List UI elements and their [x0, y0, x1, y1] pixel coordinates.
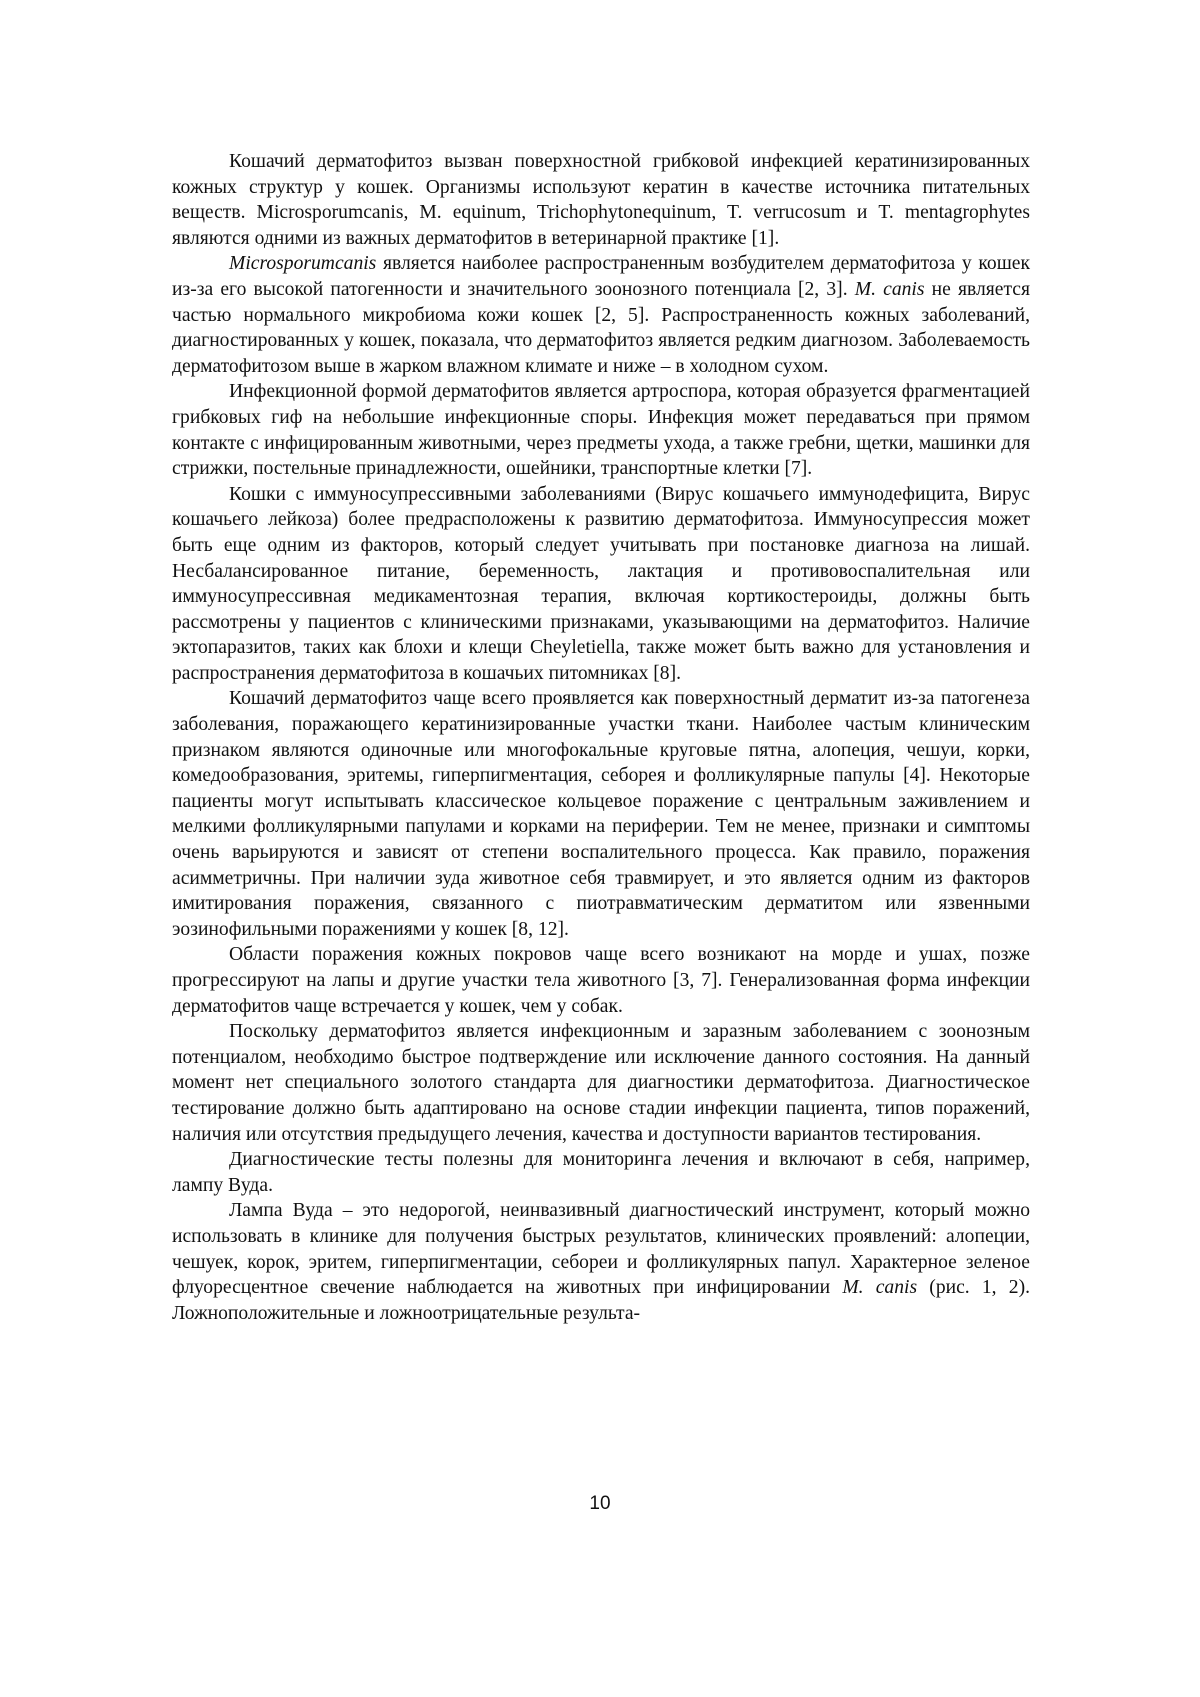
paragraph-2-text-b: не является частью нормального микробиома кожи кошек [2, 5]. Распростра­ненность кожных заболеваний, диагностированных у кошек, показала, что дерматофитоз является редким диагнозом. Заболеваемость дерматофитозом выше в жарком влажном климате и ниже – в холодном сухом. [172, 279, 1030, 377]
paragraph-4-text: Кошки с иммуносупрессивными заболеваниями (Вирус кошачьего иммунодефици­та, Вирус кошачьего лейкоза) более предрасположены к развитию дерматофитоза. Имму­носупрессия может быть еще одним из факторов, который следует учитывать при поста­новке диагноза на лишай. Несбалансированное питание, беременность, лактация и проти­вовоспалительная или иммуносупрессивная медикаментозная терапия, включая кортико­стероиды, должны быть рассмотрены у пациентов с клиническими признаками, указыва­ющими на дерматофитоз. Наличие эктопаразитов, таких как блохи и клещи Cheyletiella, также может быть важно для установления и распространения дерматофитоза в кошачьих питомниках [8]. [172, 484, 1030, 684]
paragraph-5-text: Кошачий дерматофитоз чаще всего проявляется как поверхностный дерматит из-за патогенеза заболевания, поражающего кератинизированные участки ткани. Наиболее ча­стым клиническим признаком являются одиночные или многофокальные круговые пятна, алопеция, чешуи, корки, комедообразования, эритемы, гиперпигментация, себорея и фол­ликулярные папулы [4]. Некоторые пациенты могут испытывать классическое кольцевое поражение с центральным заживлением и мелкими фолликулярными папулами и корка­ми на периферии. Тем не менее, признаки и симптомы очень варьируются и зависят от степени воспалительного процесса. Как правило, поражения асимметричны. При наличии зуда животное себя травмирует, и это является одним из факторов имитирования пора­жения, связанного с пиотравматическим дерматитом или язвенными эозинофильными поражениями у кошек [8, 12]. [172, 688, 1030, 939]
paragraph-3-text: Инфекционной формой дерматофитов является артроспора, которая образуется фрагментацией грибковых гиф на небольшие инфекционные споры. Инфекция может пе­редаваться при прямом контакте с инфицированным животными, через предметы ухода, а также гребни, щетки, машинки для стрижки, постельные принадлежности, ошейники, транспортные клетки [7]. [172, 381, 1030, 479]
paragraph-8 [172, 1147, 1030, 1198]
paragraph-2 [172, 251, 1030, 379]
paragraph-1 [172, 149, 1030, 251]
page-number: 10 [0, 1493, 1200, 1515]
paragraph-9-text-a: Лампа Вуда – это недорогой, неинвазивный диагностический инструмент, который можно использовать в клинике для получения быстрых результатов, клинических прояв­лений: алопеции, чешуек, корок, эритем, гиперпигментации, себореи и фолликулярных папул. Характерное зеленое флуоресцентное свечение наблюдается на животных при ин­фицировании [172, 1200, 1030, 1298]
paragraph-9 [172, 1198, 1030, 1326]
species-name-italic: M. canis [855, 279, 925, 300]
paragraph-1-text: Кошачий дерматофитоз вызван поверхностной грибковой инфекцией кератинизи­рованных кожных структур у кошек. Организмы используют кератин в качестве источ­ника питательных веществ. Microsporumcanis, M. equinum, Trichophytonequinum, T. verrucosum и T. mentagrophytes являются одними из важных дерматофитов в ветеринар­ной практике [1]. [172, 151, 1030, 249]
paragraph-6 [172, 942, 1030, 1019]
paragraph-9-text-b: (рис. 1, 2). Ложноположительные и ложноотрицательные результа- [172, 1277, 1030, 1324]
paragraph-5 [172, 686, 1030, 942]
paragraph-8-text: Диагностические тесты полезны для мониторинга лечения и включают в себя, например, лампу Вуда. [172, 1149, 1030, 1196]
paragraph-2-text-a: является наиболее распространенным возбудителем дерматофи­тоза у кошек из-за его высокой патогенности и значительного зоонозного потенциала [2, 3]. [172, 253, 1030, 300]
paragraph-7-text: Поскольку дерматофитоз является инфекционным и заразным заболеванием с зо­онозным потенциалом, необходимо быстрое подтверждение или исключение данного со­стояния. На данный момент нет специального золотого стандарта для диагностики дер­матофитоза. Диагностическое тестирование должно быть адаптировано на основе стадии инфекции пациента, типов поражений, наличия или отсутствия предыдущего лечения, качества и доступности вариантов тестирования. [172, 1021, 1030, 1144]
paragraph-3 [172, 379, 1030, 481]
paragraph-6-text: Области поражения кожных покровов чаще всего возникают на морде и ушах, поз­же прогрессируют на лапы и другие участки тела животного [3, 7]. Генерализованная форма инфекции дерматофитов чаще встречается у кошек, чем у собак. [172, 944, 1030, 1016]
species-name-italic: Microsporumcanis [229, 253, 376, 274]
species-name-italic: M. canis [842, 1277, 917, 1298]
paragraph-7 [172, 1019, 1030, 1147]
paragraph-4 [172, 482, 1030, 687]
page-body [172, 149, 1030, 1326]
